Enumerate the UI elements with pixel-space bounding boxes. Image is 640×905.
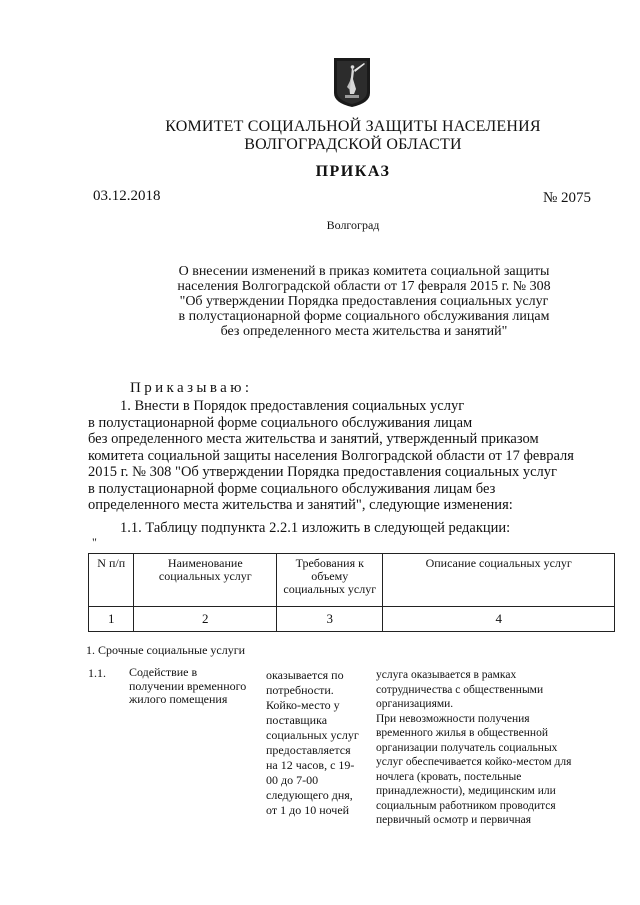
order-subject [100, 264, 628, 339]
requirements-line: предоставляется [266, 743, 351, 757]
subject-line: "Об утверждении Порядка предоставления социальных услуг [179, 294, 549, 309]
requirements-line: 00 до 7-00 [266, 773, 319, 787]
section-title: 1. Срочные социальные услуги [86, 643, 246, 657]
table-cell: 1 [89, 607, 134, 632]
service-name [129, 666, 259, 707]
description-line: первичный осмотр и первичная [376, 814, 532, 826]
opening-quote: " [92, 535, 97, 549]
service-description [376, 668, 616, 828]
description-line: услуг обеспечивается койко-местом для [376, 756, 572, 768]
paragraph-1 [88, 398, 610, 514]
requirements-line: следующего дня, [266, 788, 353, 802]
subject-line: населения Волгоградской области от 17 февраля 2015 г. № 308 [177, 279, 551, 294]
table-header-cell: Описание социальных услуг [383, 554, 615, 607]
table-header-row [89, 554, 615, 607]
order-date: 03.12.2018 [93, 188, 161, 204]
order-title: ПРИКАЗ [315, 163, 391, 180]
table-cell: 3 [277, 607, 383, 632]
volgograd-coat-of-arms-icon [333, 57, 371, 108]
paragraph-line: в полустационарной форме социального обслуживания лицам [88, 414, 473, 431]
description-line: услуга оказывается в рамках [376, 669, 517, 681]
service-name-line: получении временного [129, 678, 247, 693]
paragraph-line: 2015 г. № 308 "Об утверждении Порядка предоставления социальных услуг [88, 464, 557, 480]
description-line: принадлежности), медицинским или [376, 785, 556, 797]
paragraph-line: в полустационарной форме социального обслуживания лицам без [88, 480, 496, 497]
description-line: временного жилья в общественной [376, 727, 548, 739]
service-requirements [266, 668, 370, 818]
requirements-line: потребности. [266, 683, 334, 697]
paragraph-line: комитета социальной защиты населения Волгоградской области от 17 февраля [88, 447, 574, 464]
description-line: сотрудничества с общественными [376, 683, 544, 696]
requirements-line: от 1 до 10 ночей [266, 803, 350, 817]
paragraph-line: без определенного места жительства и занятий, утвержденный приказом [88, 431, 539, 447]
table-header-cell: Требования к объему социальных услуг [277, 554, 383, 607]
requirements-line: социальных услуг [266, 728, 359, 742]
subject-line: без определенного места жительства и занятий" [220, 324, 508, 339]
service-name-line: Содействие в [129, 665, 198, 679]
description-line: организациями. [376, 698, 454, 710]
description-line: ночлега (кровать, постельные [376, 770, 522, 783]
services-table [88, 553, 615, 632]
description-line: При невозможности получения [376, 712, 530, 725]
table-header-cell: N п/п [89, 554, 134, 607]
service-name-line: жилого помещения [129, 692, 228, 706]
prikaz-directive: Приказываю: [130, 380, 253, 396]
subject-line: в полустационарной форме социального обслуживания лицам [178, 309, 550, 324]
table-row [89, 607, 615, 632]
subject-line: О внесении изменений в приказ комитета социальной защиты [178, 264, 550, 279]
requirements-line: на 12 часов, с 19- [266, 758, 355, 772]
requirements-line: Койко-место у [266, 698, 340, 712]
table-cell: 2 [134, 607, 277, 632]
service-row-number: 1.1. [88, 666, 106, 680]
order-number: № 2075 [543, 190, 592, 206]
paragraph-line: 1. Внести в Порядок предоставления социальных услуг [120, 398, 465, 414]
paragraph-line: определенного места жительства и занятий", следующие изменения: [88, 497, 513, 513]
paragraph-1-1: 1.1. Таблицу подпункта 2.2.1 изложить в следующей редакции: [120, 520, 511, 536]
organization-name-line2: ВОЛГОГРАДСКОЙ ОБЛАСТИ [244, 136, 462, 153]
description-line: социальным работником проводится [376, 799, 556, 812]
table-cell: 4 [383, 607, 615, 632]
order-city: Волгоград [326, 218, 380, 232]
requirements-line: поставщика [266, 713, 328, 727]
description-line: организации получатель социальных [376, 741, 558, 754]
table-header-cell: Наименование социальных услуг [134, 554, 277, 607]
organization-name-line1: КОМИТЕТ СОЦИАЛЬНОЙ ЗАЩИТЫ НАСЕЛЕНИЯ [165, 118, 541, 135]
requirements-line: оказывается по [266, 668, 344, 682]
